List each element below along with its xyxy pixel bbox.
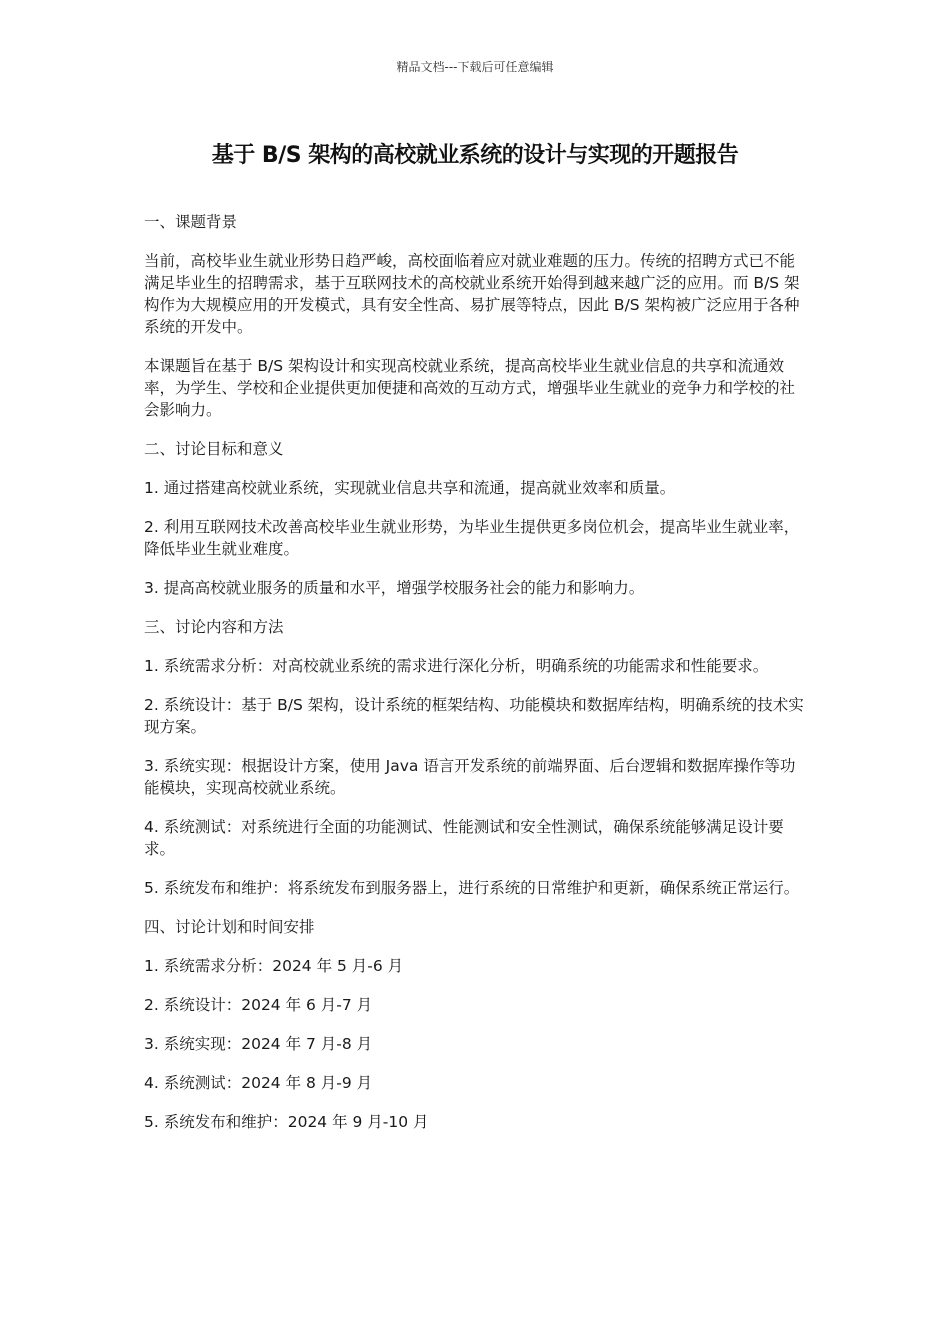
list-item: 2. 利用互联网技术改善高校毕业生就业形势，为毕业生提供更多岗位机会，提高毕业生就业率，降低毕业生就业难度。 bbox=[144, 518, 800, 558]
document-body bbox=[144, 211, 806, 1150]
list-item: 1. 通过搭建高校就业系统，实现就业信息共享和流通，提高就业效率和质量。 bbox=[144, 479, 676, 497]
schedule-item: 5. 系统发布和维护：2024 年 9 月-10 月 bbox=[144, 1113, 429, 1131]
list-item: 1. 系统需求分析：对高校就业系统的需求进行深化分析，明确系统的功能需求和性能要求。 bbox=[144, 657, 769, 675]
list-item: 2. 系统设计：基于 B/S 架构，设计系统的框架结构、功能模块和数据库结构，明确系统的技术实现方案。 bbox=[144, 696, 804, 736]
schedule-item: 4. 系统测试：2024 年 8 月-9 月 bbox=[144, 1074, 373, 1092]
paragraph: 当前，高校毕业生就业形势日趋严峻，高校面临着应对就业难题的压力。传统的招聘方式已不能满足毕业生的招聘需求，基于互联网技术的高校就业系统开始得到越来越广泛的应用。而 B/S 架构作为大规模应用的开发模式，具有安全性高、易扩展等特点，因此 B/S 架构被广泛应用于各种系统的开发中。 bbox=[144, 252, 800, 336]
paragraph: 本课题旨在基于 B/S 架构设计和实现高校就业系统，提高高校毕业生就业信息的共享和流通效率，为学生、学校和企业提供更加便捷和高效的互动方式，增强毕业生就业的竞争力和学校的社会影响力。 bbox=[144, 357, 796, 419]
list-item: 3. 系统实现：根据设计方案，使用 Java 语言开发系统的前端界面、后台逻辑和数据库操作等功能模块，实现高校就业系统。 bbox=[144, 757, 796, 797]
list-item: 5. 系统发布和维护：将系统发布到服务器上，进行系统的日常维护和更新，确保系统正常运行。 bbox=[144, 879, 800, 897]
schedule-item: 2. 系统设计：2024 年 6 月-7 月 bbox=[144, 996, 373, 1014]
list-item: 3. 提高高校就业服务的质量和水平，增强学校服务社会的能力和影响力。 bbox=[144, 579, 645, 597]
page-header-note: 精品文档---下载后可任意编辑 bbox=[396, 60, 554, 74]
section-heading-background: 一、课题背景 bbox=[144, 213, 238, 231]
section-heading-content-methods: 三、讨论内容和方法 bbox=[144, 618, 284, 636]
list-item: 4. 系统测试：对系统进行全面的功能测试、性能测试和安全性测试，确保系统能够满足设计要求。 bbox=[144, 818, 784, 858]
section-heading-goals: 二、讨论目标和意义 bbox=[144, 440, 284, 458]
document-title: 基于 B/S 架构的高校就业系统的设计与实现的开题报告 bbox=[211, 143, 739, 168]
schedule-item: 1. 系统需求分析：2024 年 5 月-6 月 bbox=[144, 957, 404, 975]
schedule-item: 3. 系统实现：2024 年 7 月-8 月 bbox=[144, 1035, 373, 1053]
section-heading-schedule: 四、讨论计划和时间安排 bbox=[144, 918, 315, 936]
